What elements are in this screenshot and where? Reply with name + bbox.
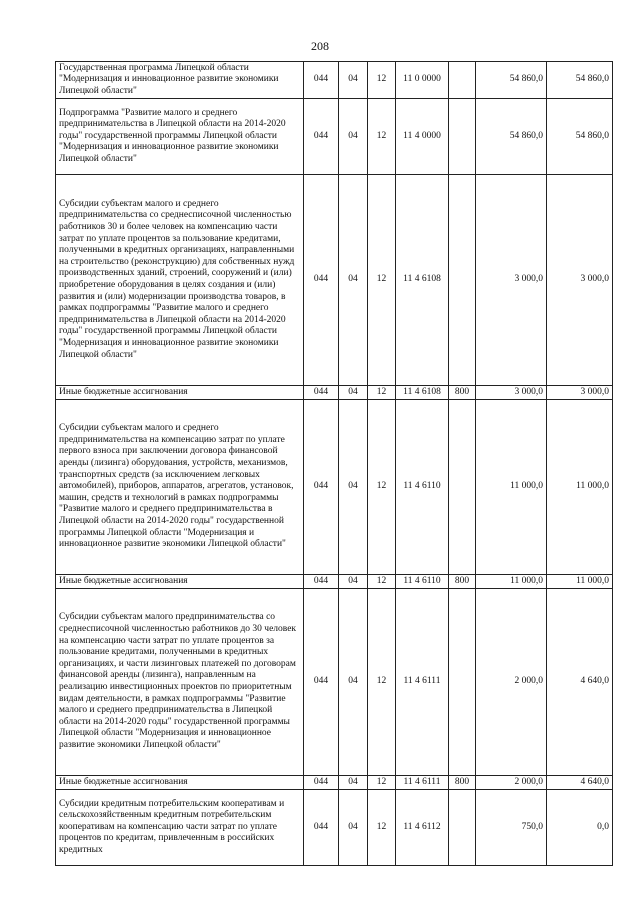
row-sum-second-year: 4 640,0 xyxy=(547,589,613,776)
row-sum-first-year: 3 000,0 xyxy=(476,175,547,386)
row-name: Субсидии субъектам малого и среднего предпринимательства со среднесписочной численностью работников 30 и более человек на компенсацию части затрат по уплате процентов за пользование кредитами, полученными в кредитных организациях, направленными на строительство (реконструкцию) для собственных нужд производственных зданий, строений, сооружений и (или) приобретение оборудования в целях создания и (или) развития и (или) модернизации производства товаров, в рамках подпрограммы "Развитие малого и среднего предпринимательства в Липецкой области на 2014-2020 годы" государственной программы Липецкой области "Модернизация и инновационное развитие экономики Липецкой области" xyxy=(56,175,304,386)
row-sum-second-year: 54 860,0 xyxy=(547,99,613,175)
table-row xyxy=(56,386,613,400)
table-row xyxy=(56,589,613,776)
row-target-article: 11 0 0000 xyxy=(396,62,449,99)
row-sum-second-year: 11 000,0 xyxy=(547,400,613,575)
row-name: Субсидии кредитным потребительским кооперативам и сельскохозяйственным кредитным потребительским кооперативам на компенсацию части затрат по уплате процентов по кредитам, привлеченным в российских кредитных xyxy=(56,790,304,866)
row-target-article: 11 4 6111 xyxy=(396,589,449,776)
row-section-code: 04 xyxy=(339,400,368,575)
row-subsection-code: 12 xyxy=(368,790,396,866)
row-ministry-code: 044 xyxy=(304,790,339,866)
row-name: Субсидии субъектам малого и среднего предпринимательства на компенсацию затрат по уплате первого взноса при заключении договора финансовой аренды (лизинга) оборудования, устройств, механизмов, транспортных средств (за исключением легковых автомобилей), приборов, аппаратов, агрегатов, установок, машин, средств и технологий в рамках подпрограммы "Развитие малого и среднего предпринимательства в Липецкой области на 2014-2020 годы" государственной программы Липецкой области "Модернизация и инновационное развитие экономики Липецкой области" xyxy=(56,400,304,575)
row-name: Иные бюджетные ассигнования xyxy=(56,386,304,400)
row-sum-second-year: 3 000,0 xyxy=(547,386,613,400)
row-section-code: 04 xyxy=(339,175,368,386)
row-subsection-code: 12 xyxy=(368,99,396,175)
row-sum-second-year: 11 000,0 xyxy=(547,575,613,589)
row-target-article: 11 4 6111 xyxy=(396,776,449,790)
row-sum-second-year: 0,0 xyxy=(547,790,613,866)
row-subsection-code: 12 xyxy=(368,175,396,386)
row-ministry-code: 044 xyxy=(304,99,339,175)
row-name: Субсидии субъектам малого предпринимательства со среднесписочной численностью работников до 30 человек на компенсацию части затрат по уплате процентов за пользование кредитами, полученными в кредитных организациях, и части лизинговых платежей по договорам финансовой аренды (лизинга), направленным на реализацию инвестиционных проектов по приоритетным видам деятельности, в рамках подпрограммы "Развитие малого и среднего предпринимательства в Липецкой области на 2014-2020 годы" государственной программы Липецкой области "Модернизация и инновационное развитие экономики Липецкой области" xyxy=(56,589,304,776)
row-target-article: 11 4 6108 xyxy=(396,386,449,400)
row-ministry-code: 044 xyxy=(304,776,339,790)
row-sum-second-year: 4 640,0 xyxy=(547,776,613,790)
row-section-code: 04 xyxy=(339,99,368,175)
row-target-article: 11 4 6108 xyxy=(396,175,449,386)
row-section-code: 04 xyxy=(339,589,368,776)
row-subsection-code: 12 xyxy=(368,386,396,400)
row-section-code: 04 xyxy=(339,776,368,790)
row-sum-first-year: 11 000,0 xyxy=(476,575,547,589)
row-sum-first-year: 54 860,0 xyxy=(476,99,547,175)
row-expense-type xyxy=(449,790,476,866)
table-row xyxy=(56,175,613,386)
row-ministry-code: 044 xyxy=(304,386,339,400)
row-ministry-code: 044 xyxy=(304,175,339,386)
row-name: Иные бюджетные ассигнования xyxy=(56,776,304,790)
page-number: 208 xyxy=(311,39,329,53)
row-name: Государственная программа Липецкой области "Модернизация и инновационное развитие экономики Липецкой области" xyxy=(56,62,304,99)
row-target-article: 11 4 6112 xyxy=(396,790,449,866)
table-row xyxy=(56,400,613,575)
row-expense-type xyxy=(449,99,476,175)
table-row xyxy=(56,790,613,866)
row-subsection-code: 12 xyxy=(368,589,396,776)
row-name: Подпрограмма "Развитие малого и среднего предпринимательства в Липецкой области на 2014-2020 годы" государственной программы Липецкой области "Модернизация и инновационное развитие экономики Липецкой области" xyxy=(56,99,304,175)
row-sum-first-year: 54 860,0 xyxy=(476,62,547,99)
row-expense-type xyxy=(449,62,476,99)
row-sum-first-year: 3 000,0 xyxy=(476,386,547,400)
row-ministry-code: 044 xyxy=(304,62,339,99)
row-expense-type: 800 xyxy=(449,776,476,790)
row-expense-type xyxy=(449,175,476,386)
table-row xyxy=(56,575,613,589)
budget-table xyxy=(55,61,613,866)
row-subsection-code: 12 xyxy=(368,62,396,99)
row-sum-first-year: 2 000,0 xyxy=(476,589,547,776)
row-section-code: 04 xyxy=(339,62,368,99)
row-expense-type xyxy=(449,400,476,575)
row-section-code: 04 xyxy=(339,575,368,589)
row-sum-second-year: 3 000,0 xyxy=(547,175,613,386)
row-subsection-code: 12 xyxy=(368,776,396,790)
table-row xyxy=(56,99,613,175)
row-section-code: 04 xyxy=(339,386,368,400)
row-subsection-code: 12 xyxy=(368,400,396,575)
row-section-code: 04 xyxy=(339,790,368,866)
row-sum-first-year: 2 000,0 xyxy=(476,776,547,790)
row-target-article: 11 4 6110 xyxy=(396,575,449,589)
row-target-article: 11 4 0000 xyxy=(396,99,449,175)
row-target-article: 11 4 6110 xyxy=(396,400,449,575)
row-sum-first-year: 750,0 xyxy=(476,790,547,866)
row-ministry-code: 044 xyxy=(304,589,339,776)
row-expense-type xyxy=(449,589,476,776)
row-expense-type: 800 xyxy=(449,575,476,589)
row-name: Иные бюджетные ассигнования xyxy=(56,575,304,589)
row-sum-second-year: 54 860,0 xyxy=(547,62,613,99)
table-row xyxy=(56,62,613,99)
budget-table-body xyxy=(56,62,613,866)
row-ministry-code: 044 xyxy=(304,400,339,575)
row-subsection-code: 12 xyxy=(368,575,396,589)
table-row xyxy=(56,776,613,790)
row-expense-type: 800 xyxy=(449,386,476,400)
row-ministry-code: 044 xyxy=(304,575,339,589)
row-sum-first-year: 11 000,0 xyxy=(476,400,547,575)
